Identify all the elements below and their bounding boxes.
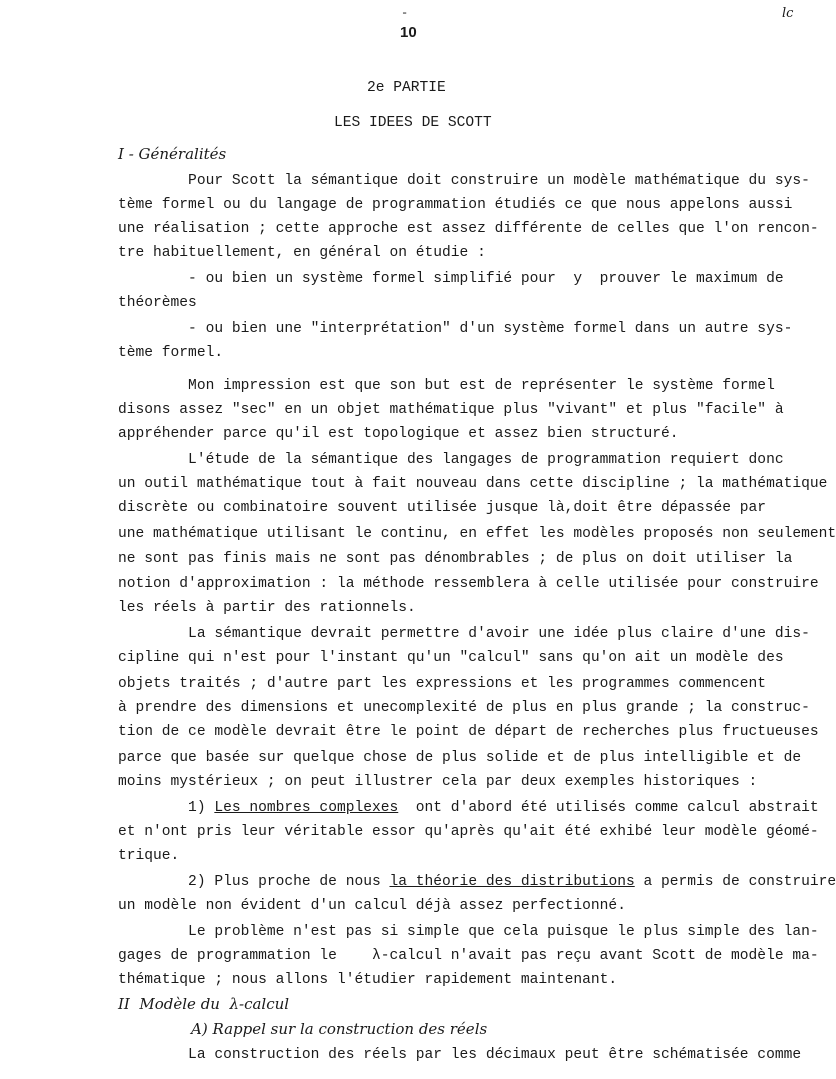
text-line: La construction des réels par les décimaux peut être schématisée comme bbox=[118, 1047, 802, 1063]
text-line: La sémantique devrait permettre d'avoir une idée plus claire d'une dis- bbox=[118, 626, 810, 642]
text-line: Pour Scott la sémantique doit construire un modèle mathématique du sys- bbox=[118, 173, 810, 189]
text-line: un modèle non évident d'un calcul déjà assez perfectionné. bbox=[118, 898, 626, 914]
section-title: LES IDEES DE SCOTT bbox=[334, 115, 492, 131]
corner-annotation: lc bbox=[782, 6, 794, 21]
text-line: un outil mathématique tout à fait nouveau dans cette discipline ; la mathématique bbox=[118, 476, 828, 492]
text-line: théorèmes bbox=[118, 295, 197, 311]
text-line: gages de programmation le λ-calcul n'avait pas reçu avant Scott de modèle ma- bbox=[118, 948, 819, 964]
text-line: une mathématique utilisant le continu, en effet les modèles proposés non seulement bbox=[118, 526, 836, 542]
text-line: cipline qui n'est pour l'instant qu'un "calcul" sans qu'on ait un modèle des bbox=[118, 650, 784, 666]
page-number: 10 bbox=[400, 24, 417, 41]
text-line: notion d'approximation : la méthode ressemblera à celle utilisée pour construire bbox=[118, 576, 819, 592]
text-line: trique. bbox=[118, 848, 180, 864]
text-line: une réalisation ; cette approche est assez différente de celles que l'on rencon- bbox=[118, 221, 819, 237]
text-span: a permis de construire bbox=[634, 874, 836, 890]
text-line: les réels à partir des rationnels. bbox=[118, 600, 416, 616]
text-line-distributions bbox=[118, 873, 836, 891]
text-line: thématique ; nous allons l'étudier rapidement maintenant. bbox=[118, 972, 618, 988]
text-line: ne sont pas finis mais ne sont pas dénombrables ; de plus on doit utiliser la bbox=[118, 551, 793, 567]
text-line-complex-numbers bbox=[118, 799, 819, 817]
text-line: Le problème n'est pas si simple que cela puisque le plus simple des lan- bbox=[118, 924, 819, 940]
text-line: à prendre des dimensions et unecomplexité de plus en plus grande ; la construc- bbox=[118, 700, 810, 716]
heading-generalites: I - Généralités bbox=[118, 145, 227, 163]
text-span: 1) bbox=[118, 800, 215, 816]
text-line: moins mystérieux ; on peut illustrer cela par deux exemples historiques : bbox=[118, 774, 758, 790]
underlined-term-complex-numbers: Les nombres complexes bbox=[214, 800, 399, 816]
text-line: appréhender parce qu'il est topologique et assez bien structuré. bbox=[118, 426, 679, 442]
text-line: et n'ont pris leur véritable essor qu'après qu'ait été exhibé leur modèle géomé- bbox=[118, 824, 819, 840]
text-line: discrète ou combinatoire souvent utilisée jusque là,doit être dépassée par bbox=[118, 500, 767, 516]
top-dash-mark: - bbox=[401, 6, 409, 20]
part-title: 2e PARTIE bbox=[367, 80, 446, 96]
text-line: tre habituellement, en général on étudie : bbox=[118, 245, 486, 261]
heading-lambda-calculus-model: II Modèle du λ-calcul bbox=[118, 995, 290, 1013]
text-line: Mon impression est que son but est de représenter le système formel bbox=[118, 378, 775, 394]
text-span: ont d'abord été utilisés comme calcul abstrait bbox=[398, 800, 819, 816]
text-line: tème formel ou du langage de programmation étudiés ce que nous appelons aussi bbox=[118, 197, 793, 213]
text-line: L'étude de la sémantique des langages de programmation requiert donc bbox=[118, 452, 784, 468]
heading-reals-construction: A) Rappel sur la construction des réels bbox=[191, 1020, 488, 1038]
text-span: 2) Plus proche de nous bbox=[118, 874, 390, 890]
text-line: tion de ce modèle devrait être le point de départ de recherches plus fructueuses bbox=[118, 724, 819, 740]
text-line: - ou bien un système formel simplifié pour y prouver le maximum de bbox=[118, 271, 784, 287]
text-line: tème formel. bbox=[118, 345, 224, 361]
text-line: objets traités ; d'autre part les expressions et les programmes commencent bbox=[118, 676, 767, 692]
text-line: - ou bien une "interprétation" d'un système formel dans un autre sys- bbox=[118, 321, 793, 337]
text-line: parce que basée sur quelque chose de plus solide et de plus intelligible et de bbox=[118, 750, 802, 766]
text-line: disons assez "sec" en un objet mathématique plus "vivant" et plus "facile" à bbox=[118, 402, 784, 418]
underlined-term-distributions: la théorie des distributions bbox=[389, 874, 635, 890]
